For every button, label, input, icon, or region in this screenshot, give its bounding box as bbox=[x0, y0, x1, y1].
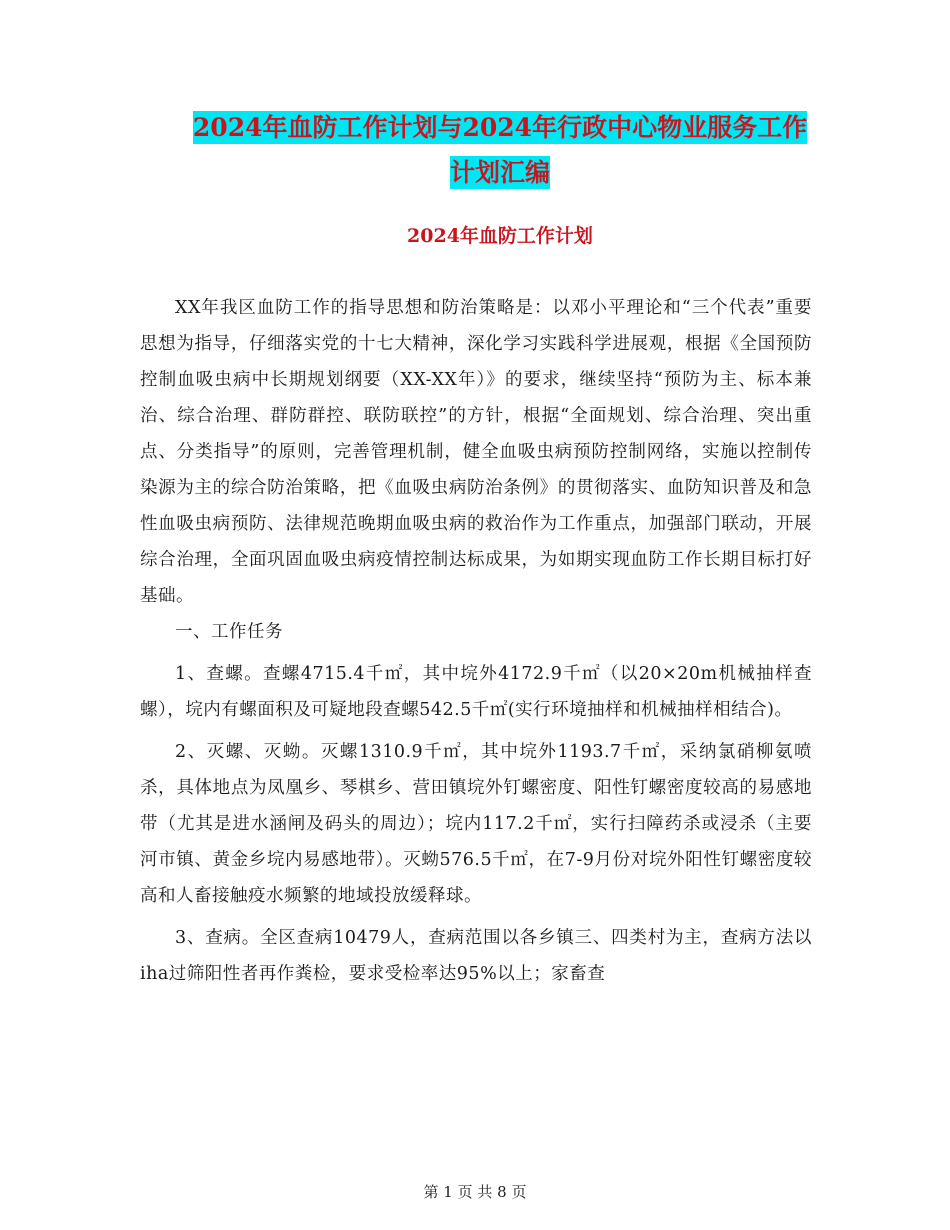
paragraph-disease-screening: 3、查病。全区查病10479人，查病范围以各乡镇三、四类村为主，查病方法以iha过筛阳性者再作粪检，要求受检率达95%以上；家畜查 bbox=[140, 928, 812, 984]
paragraph-heading-tasks: 一、工作任务 bbox=[175, 622, 283, 642]
paragraph-snail-control: 2、灭螺、灭蚴。灭螺1310.9千㎡，其中垸外1193.7千㎡，采纳氯硝柳氨喷杀，具体地点为凤凰乡、琴棋乡、营田镇垸外钉螺密度、阳性钉螺密度较高的易感地带（尤其是进水涵闸及码头的周边）；垸内117.2千㎡，实行扫障药杀或浸杀（主要河市镇、黄金乡垸内易感地带）。灭蚴576.5千㎡，在7-9月份对垸外阳性钉螺密度较高和人畜接触疫水频繁的地域投放缓释球。 bbox=[140, 742, 812, 906]
paragraph-snail-survey: 1、查螺。查螺4715.4千㎡，其中垸外4172.9千㎡（以20×20m机械抽样查螺），垸内有螺面积及可疑地段查螺542.5千㎡(实行环境抽样和机械抽样相结合)。 bbox=[140, 664, 812, 720]
section-title: 2024年血防工作计划 bbox=[407, 225, 593, 247]
document-title-line-1: 2024年血防工作计划与2024年行政中心物业服务工作 bbox=[192, 113, 808, 142]
page-number-footer: 第 1 页 共 8 页 bbox=[423, 1183, 527, 1201]
document-body bbox=[140, 290, 812, 992]
document-title-line-2: 计划汇编 bbox=[449, 158, 550, 187]
paragraph-intro: XX年我区血防工作的指导思想和防治策略是：以邓小平理论和“三个代表”重要思想为指导，仔细落实党的十七大精神，深化学习实践科学进展观，根据《全国预防控制血吸虫病中长期规划纲要（XX-XX年）》的要求，继续坚持“预防为主、标本兼治、综合治理、群防群控、联防联控”的方针，根据“全面规划、综合治理、突出重点、分类指导”的原则，完善管理机制，健全血吸虫病预防控制网络，实施以控制传染源为主的综合防治策略，把《血吸虫病防治条例》的贯彻落实、血防知识普及和急性血吸虫病预防、法律规范晚期血吸虫病的救治作为工作重点，加强部门联动，开展综合治理，全面巩固血吸虫病疫情控制达标成果，为如期实现血防工作长期目标打好基础。 bbox=[140, 298, 812, 606]
